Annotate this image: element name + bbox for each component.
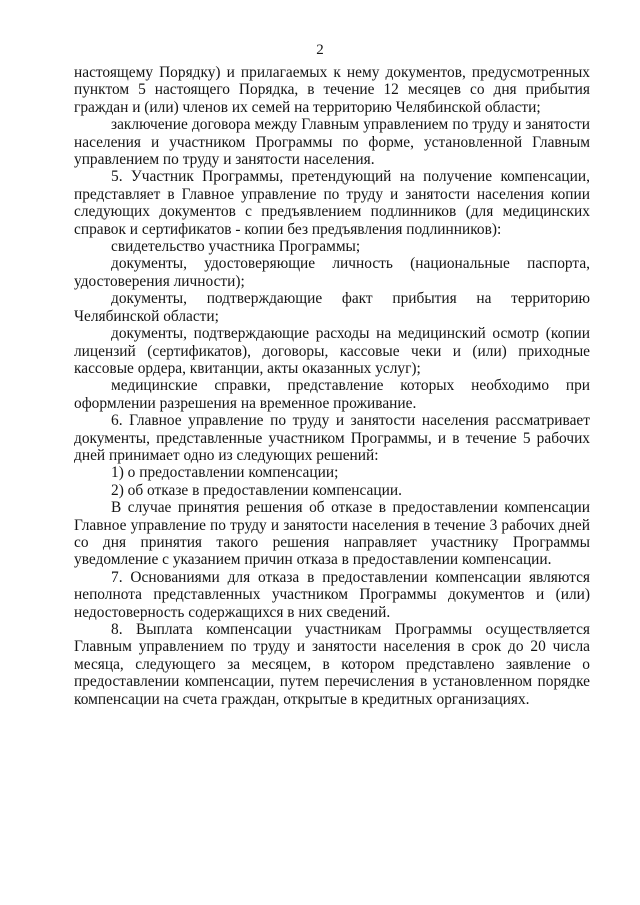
paragraph-item-7: 7. Основаниями для отказа в предоставлении компенсации являются неполнота представленных участником Программы документов и (или) недостоверность содержащихся в них сведений. <box>74 568 590 621</box>
paragraph-identity-documents: документы, удостоверяющие личность (национальные паспорта, удостоверения личности); <box>74 255 590 290</box>
paragraph-arrival-documents: документы, подтверждающие факт прибытия на территорию Челябинской области; <box>74 290 590 325</box>
paragraph-contract: заключение договора между Главным управлением по труду и занятости населения и участником Программы по форме, установленной Главным управлением по труду и занятости населения. <box>74 116 590 169</box>
paragraph-certificate: свидетельство участника Программы; <box>111 238 361 256</box>
paragraph-medical-certificates: медицинские справки, представление которых необходимо при оформлении разрешения на временное проживание. <box>74 377 590 412</box>
paragraph-decision-2: 2) об отказе в предоставлении компенсации. <box>111 481 402 499</box>
paragraph-medical-expense-documents: документы, подтверждающие расходы на медицинский осмотр (копии лицензий (сертификатов), договоры, кассовые чеки и (или) приходные кассовые ордера, квитанции, акты оказанных услуг); <box>74 325 590 377</box>
paragraph-refusal-notice: В случае принятия решения об отказе в предоставлении компенсации Главное управление по труду и занятости населения в течение 3 рабочих дней со дня принятия такого решения направляет участнику Программы уведомление с указанием причин отказа в предоставлении компенсации. <box>74 499 590 569</box>
paragraph-decision-1: 1) о предоставлении компенсации; <box>111 464 339 482</box>
paragraph-item-5: 5. Участник Программы, претендующий на получение компенсации, представляет в Главное управление по труду и занятости населения копии следующих документов с предъявлением подлинников (для медицинских справок и сертификатов - копии без предъявления подлинников): <box>74 168 590 238</box>
page-number: 2 <box>316 42 324 58</box>
paragraph-continuation: настоящему Порядку) и прилагаемых к нему документов, предусмотренных пунктом 5 настоящего Порядка, в течение 12 месяцев со дня прибытия граждан и (или) членов их семей на территорию Челябинской области; <box>74 64 590 116</box>
document-body <box>74 64 590 708</box>
paragraph-item-8: 8. Выплата компенсации участникам Программы осуществляется Главным управлением по труду и занятости населения в срок до 20 числа месяца, следующего за месяцем, в котором представлено заявление о предоставлении компенсации, путем перечисления в установленном порядке компенсации на счета граждан, открытые в кредитных организациях. <box>74 621 590 708</box>
paragraph-item-6: 6. Главное управление по труду и занятости населения рассматривает документы, представленные участником Программы, и в течение 5 рабочих дней принимает одно из следующих решений: <box>74 412 590 464</box>
